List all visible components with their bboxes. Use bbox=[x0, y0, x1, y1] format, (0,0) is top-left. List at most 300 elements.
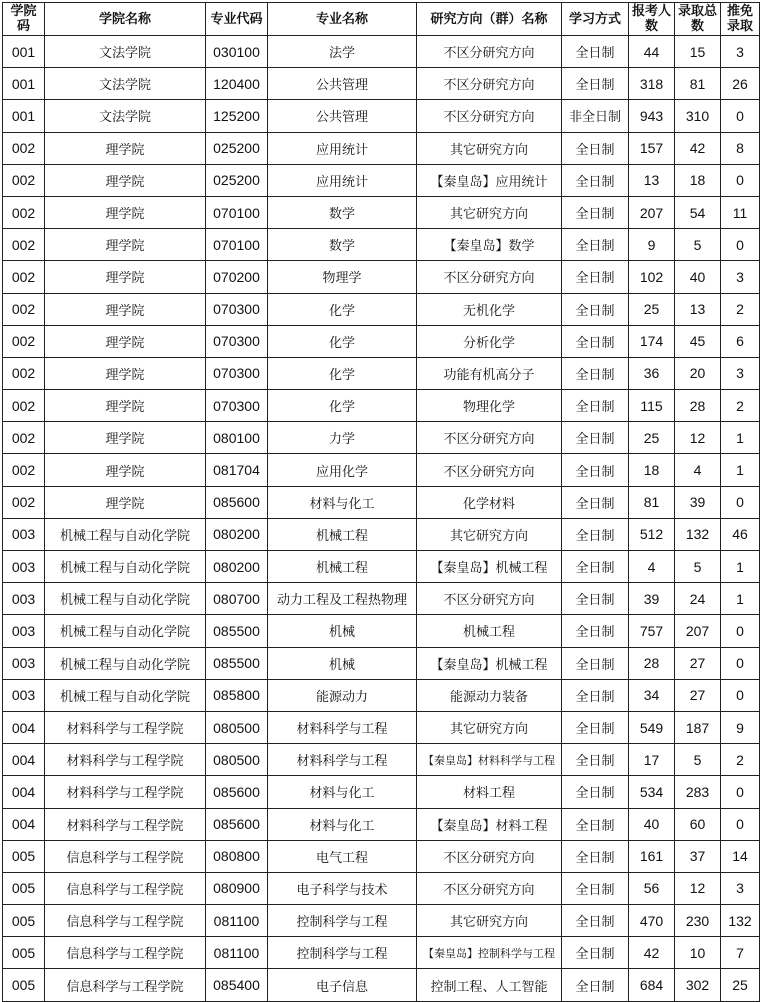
cell-major-code: 080100 bbox=[206, 422, 268, 454]
cell-applicants: 81 bbox=[629, 486, 675, 518]
cell-applicants: 28 bbox=[629, 647, 675, 679]
cell-research-direction: 无机化学 bbox=[417, 293, 562, 325]
cell-major-name: 材料与化工 bbox=[268, 808, 417, 840]
cell-research-direction: 化学材料 bbox=[417, 486, 562, 518]
cell-college-name: 信息科学与工程学院 bbox=[45, 840, 206, 872]
cell-study-mode: 全日制 bbox=[562, 36, 629, 68]
cell-research-direction: 不区分研究方向 bbox=[417, 422, 562, 454]
cell-study-mode: 全日制 bbox=[562, 422, 629, 454]
cell-major-code: 030100 bbox=[206, 36, 268, 68]
cell-major-code: 070300 bbox=[206, 293, 268, 325]
cell-research-direction: 功能有机高分子 bbox=[417, 357, 562, 389]
cell-study-mode: 全日制 bbox=[562, 261, 629, 293]
table-row bbox=[3, 454, 760, 486]
cell-college-name: 材料科学与工程学院 bbox=[45, 711, 206, 743]
cell-admitted: 12 bbox=[675, 422, 721, 454]
cell-applicants: 512 bbox=[629, 518, 675, 550]
cell-study-mode: 全日制 bbox=[562, 615, 629, 647]
cell-research-direction: 机械工程 bbox=[417, 615, 562, 647]
cell-major-code: 080900 bbox=[206, 872, 268, 904]
cell-admitted: 28 bbox=[675, 390, 721, 422]
cell-major-code: 070300 bbox=[206, 390, 268, 422]
table-body bbox=[3, 36, 760, 1002]
cell-recommended: 0 bbox=[721, 808, 760, 840]
cell-admitted: 132 bbox=[675, 518, 721, 550]
cell-major-code: 080200 bbox=[206, 518, 268, 550]
table-row bbox=[3, 776, 760, 808]
cell-applicants: 943 bbox=[629, 100, 675, 132]
table-row bbox=[3, 744, 760, 776]
cell-applicants: 42 bbox=[629, 937, 675, 969]
cell-study-mode: 全日制 bbox=[562, 937, 629, 969]
cell-admitted: 20 bbox=[675, 357, 721, 389]
cell-study-mode: 全日制 bbox=[562, 551, 629, 583]
cell-applicants: 207 bbox=[629, 196, 675, 228]
cell-college-name: 理学院 bbox=[45, 293, 206, 325]
cell-applicants: 102 bbox=[629, 261, 675, 293]
cell-recommended: 0 bbox=[721, 647, 760, 679]
cell-college-code: 005 bbox=[3, 937, 45, 969]
cell-applicants: 34 bbox=[629, 679, 675, 711]
table-row bbox=[3, 229, 760, 261]
cell-applicants: 25 bbox=[629, 293, 675, 325]
cell-admitted: 5 bbox=[675, 551, 721, 583]
cell-study-mode: 全日制 bbox=[562, 357, 629, 389]
cell-recommended: 9 bbox=[721, 711, 760, 743]
cell-admitted: 283 bbox=[675, 776, 721, 808]
cell-recommended: 0 bbox=[721, 776, 760, 808]
cell-college-code: 002 bbox=[3, 357, 45, 389]
cell-research-direction: 【秦皇岛】材料科学与工程 bbox=[417, 744, 562, 776]
cell-recommended: 1 bbox=[721, 454, 760, 486]
cell-recommended: 25 bbox=[721, 969, 760, 1001]
cell-study-mode: 全日制 bbox=[562, 486, 629, 518]
cell-major-code: 085600 bbox=[206, 808, 268, 840]
cell-college-name: 文法学院 bbox=[45, 100, 206, 132]
cell-major-name: 应用化学 bbox=[268, 454, 417, 486]
cell-college-code: 002 bbox=[3, 164, 45, 196]
cell-study-mode: 全日制 bbox=[562, 325, 629, 357]
cell-college-name: 理学院 bbox=[45, 486, 206, 518]
cell-admitted: 230 bbox=[675, 905, 721, 937]
table-row bbox=[3, 36, 760, 68]
cell-college-code: 002 bbox=[3, 132, 45, 164]
cell-major-code: 070300 bbox=[206, 325, 268, 357]
header-study-mode: 学习方式 bbox=[562, 3, 629, 36]
cell-research-direction: 其它研究方向 bbox=[417, 711, 562, 743]
cell-major-name: 机械工程 bbox=[268, 518, 417, 550]
cell-recommended: 0 bbox=[721, 100, 760, 132]
cell-admitted: 5 bbox=[675, 229, 721, 261]
cell-major-code: 025200 bbox=[206, 132, 268, 164]
cell-major-code: 080700 bbox=[206, 583, 268, 615]
cell-admitted: 54 bbox=[675, 196, 721, 228]
cell-recommended: 26 bbox=[721, 68, 760, 100]
table-row bbox=[3, 164, 760, 196]
cell-major-code: 080800 bbox=[206, 840, 268, 872]
cell-college-code: 003 bbox=[3, 647, 45, 679]
cell-major-code: 080500 bbox=[206, 711, 268, 743]
cell-admitted: 40 bbox=[675, 261, 721, 293]
table-row bbox=[3, 390, 760, 422]
cell-research-direction: 不区分研究方向 bbox=[417, 261, 562, 293]
cell-college-code: 005 bbox=[3, 905, 45, 937]
cell-applicants: 684 bbox=[629, 969, 675, 1001]
cell-college-code: 002 bbox=[3, 261, 45, 293]
cell-college-name: 机械工程与自动化学院 bbox=[45, 551, 206, 583]
cell-study-mode: 全日制 bbox=[562, 840, 629, 872]
cell-major-name: 电气工程 bbox=[268, 840, 417, 872]
table-row bbox=[3, 357, 760, 389]
cell-major-name: 能源动力 bbox=[268, 679, 417, 711]
table-row bbox=[3, 325, 760, 357]
cell-admitted: 13 bbox=[675, 293, 721, 325]
cell-study-mode: 非全日制 bbox=[562, 100, 629, 132]
cell-college-code: 003 bbox=[3, 615, 45, 647]
cell-college-name: 理学院 bbox=[45, 196, 206, 228]
cell-applicants: 549 bbox=[629, 711, 675, 743]
table-row bbox=[3, 583, 760, 615]
cell-college-name: 材料科学与工程学院 bbox=[45, 776, 206, 808]
cell-college-name: 材料科学与工程学院 bbox=[45, 808, 206, 840]
cell-admitted: 4 bbox=[675, 454, 721, 486]
cell-recommended: 7 bbox=[721, 937, 760, 969]
cell-admitted: 42 bbox=[675, 132, 721, 164]
cell-college-code: 001 bbox=[3, 100, 45, 132]
cell-recommended: 0 bbox=[721, 486, 760, 518]
cell-recommended: 0 bbox=[721, 229, 760, 261]
table-row bbox=[3, 68, 760, 100]
cell-major-code: 025200 bbox=[206, 164, 268, 196]
cell-study-mode: 全日制 bbox=[562, 744, 629, 776]
cell-study-mode: 全日制 bbox=[562, 164, 629, 196]
cell-major-code: 070100 bbox=[206, 229, 268, 261]
cell-college-name: 机械工程与自动化学院 bbox=[45, 518, 206, 550]
cell-major-code: 125200 bbox=[206, 100, 268, 132]
cell-research-direction: 其它研究方向 bbox=[417, 196, 562, 228]
cell-major-code: 070300 bbox=[206, 357, 268, 389]
cell-college-code: 001 bbox=[3, 36, 45, 68]
cell-college-code: 004 bbox=[3, 808, 45, 840]
table-row bbox=[3, 711, 760, 743]
cell-college-name: 理学院 bbox=[45, 164, 206, 196]
cell-college-name: 文法学院 bbox=[45, 36, 206, 68]
header-major-name: 专业名称 bbox=[268, 3, 417, 36]
cell-college-name: 材料科学与工程学院 bbox=[45, 744, 206, 776]
cell-study-mode: 全日制 bbox=[562, 454, 629, 486]
cell-college-code: 002 bbox=[3, 196, 45, 228]
cell-study-mode: 全日制 bbox=[562, 776, 629, 808]
cell-college-code: 002 bbox=[3, 390, 45, 422]
table-row bbox=[3, 551, 760, 583]
cell-admitted: 24 bbox=[675, 583, 721, 615]
table-row bbox=[3, 679, 760, 711]
cell-college-name: 机械工程与自动化学院 bbox=[45, 615, 206, 647]
cell-applicants: 13 bbox=[629, 164, 675, 196]
cell-major-name: 化学 bbox=[268, 357, 417, 389]
cell-major-name: 机械 bbox=[268, 647, 417, 679]
cell-research-direction: 其它研究方向 bbox=[417, 905, 562, 937]
cell-recommended: 3 bbox=[721, 36, 760, 68]
cell-admitted: 207 bbox=[675, 615, 721, 647]
cell-college-code: 002 bbox=[3, 293, 45, 325]
cell-applicants: 115 bbox=[629, 390, 675, 422]
table-row bbox=[3, 422, 760, 454]
cell-applicants: 161 bbox=[629, 840, 675, 872]
cell-college-code: 004 bbox=[3, 776, 45, 808]
cell-research-direction: 【秦皇岛】材料工程 bbox=[417, 808, 562, 840]
cell-major-code: 085800 bbox=[206, 679, 268, 711]
cell-research-direction: 【秦皇岛】控制科学与工程 bbox=[417, 937, 562, 969]
cell-college-code: 004 bbox=[3, 744, 45, 776]
table-row bbox=[3, 905, 760, 937]
cell-major-name: 法学 bbox=[268, 36, 417, 68]
cell-study-mode: 全日制 bbox=[562, 390, 629, 422]
cell-recommended: 1 bbox=[721, 583, 760, 615]
cell-major-name: 材料与化工 bbox=[268, 776, 417, 808]
cell-admitted: 10 bbox=[675, 937, 721, 969]
cell-college-code: 002 bbox=[3, 422, 45, 454]
table-row bbox=[3, 937, 760, 969]
cell-major-code: 085500 bbox=[206, 615, 268, 647]
cell-college-name: 理学院 bbox=[45, 261, 206, 293]
cell-study-mode: 全日制 bbox=[562, 68, 629, 100]
cell-major-code: 085500 bbox=[206, 647, 268, 679]
cell-major-name: 电子信息 bbox=[268, 969, 417, 1001]
cell-admitted: 60 bbox=[675, 808, 721, 840]
cell-applicants: 4 bbox=[629, 551, 675, 583]
cell-college-code: 003 bbox=[3, 518, 45, 550]
cell-admitted: 27 bbox=[675, 647, 721, 679]
table-row bbox=[3, 196, 760, 228]
cell-research-direction: 能源动力装备 bbox=[417, 679, 562, 711]
cell-recommended: 1 bbox=[721, 551, 760, 583]
cell-recommended: 3 bbox=[721, 872, 760, 904]
cell-college-name: 文法学院 bbox=[45, 68, 206, 100]
cell-research-direction: 【秦皇岛】数学 bbox=[417, 229, 562, 261]
cell-college-code: 001 bbox=[3, 68, 45, 100]
cell-recommended: 132 bbox=[721, 905, 760, 937]
cell-major-name: 数学 bbox=[268, 229, 417, 261]
table-row bbox=[3, 518, 760, 550]
cell-major-code: 085600 bbox=[206, 486, 268, 518]
cell-college-name: 机械工程与自动化学院 bbox=[45, 583, 206, 615]
cell-college-code: 002 bbox=[3, 229, 45, 261]
cell-major-code: 081100 bbox=[206, 937, 268, 969]
cell-major-code: 070200 bbox=[206, 261, 268, 293]
table-header bbox=[3, 3, 760, 36]
cell-applicants: 56 bbox=[629, 872, 675, 904]
cell-major-name: 公共管理 bbox=[268, 100, 417, 132]
cell-college-code: 003 bbox=[3, 551, 45, 583]
cell-college-name: 理学院 bbox=[45, 454, 206, 486]
table-row bbox=[3, 840, 760, 872]
cell-research-direction: 不区分研究方向 bbox=[417, 100, 562, 132]
cell-college-name: 理学院 bbox=[45, 357, 206, 389]
cell-college-name: 信息科学与工程学院 bbox=[45, 905, 206, 937]
cell-admitted: 37 bbox=[675, 840, 721, 872]
cell-college-name: 理学院 bbox=[45, 229, 206, 261]
cell-recommended: 1 bbox=[721, 422, 760, 454]
cell-recommended: 0 bbox=[721, 679, 760, 711]
cell-research-direction: 不区分研究方向 bbox=[417, 454, 562, 486]
cell-major-name: 动力工程及工程热物理 bbox=[268, 583, 417, 615]
cell-admitted: 45 bbox=[675, 325, 721, 357]
cell-major-name: 应用统计 bbox=[268, 164, 417, 196]
table-row bbox=[3, 261, 760, 293]
cell-major-name: 材料科学与工程 bbox=[268, 744, 417, 776]
cell-study-mode: 全日制 bbox=[562, 711, 629, 743]
cell-research-direction: 物理化学 bbox=[417, 390, 562, 422]
cell-study-mode: 全日制 bbox=[562, 583, 629, 615]
cell-research-direction: 不区分研究方向 bbox=[417, 68, 562, 100]
cell-college-code: 002 bbox=[3, 486, 45, 518]
cell-major-code: 080500 bbox=[206, 744, 268, 776]
cell-applicants: 39 bbox=[629, 583, 675, 615]
header-college-name: 学院名称 bbox=[45, 3, 206, 36]
header-admitted: 录取总数 bbox=[675, 3, 721, 36]
cell-college-code: 004 bbox=[3, 711, 45, 743]
cell-recommended: 2 bbox=[721, 293, 760, 325]
header-row bbox=[3, 3, 760, 36]
cell-college-name: 理学院 bbox=[45, 132, 206, 164]
cell-applicants: 318 bbox=[629, 68, 675, 100]
cell-college-name: 信息科学与工程学院 bbox=[45, 872, 206, 904]
cell-major-name: 化学 bbox=[268, 325, 417, 357]
cell-study-mode: 全日制 bbox=[562, 679, 629, 711]
cell-applicants: 9 bbox=[629, 229, 675, 261]
cell-recommended: 3 bbox=[721, 357, 760, 389]
table-row bbox=[3, 293, 760, 325]
cell-college-name: 理学院 bbox=[45, 390, 206, 422]
cell-study-mode: 全日制 bbox=[562, 905, 629, 937]
cell-major-name: 控制科学与工程 bbox=[268, 905, 417, 937]
header-recommended: 推免录取 bbox=[721, 3, 760, 36]
cell-major-name: 机械工程 bbox=[268, 551, 417, 583]
cell-major-code: 081100 bbox=[206, 905, 268, 937]
cell-major-code: 080200 bbox=[206, 551, 268, 583]
cell-applicants: 40 bbox=[629, 808, 675, 840]
cell-admitted: 5 bbox=[675, 744, 721, 776]
cell-admitted: 15 bbox=[675, 36, 721, 68]
table-row bbox=[3, 808, 760, 840]
cell-recommended: 0 bbox=[721, 615, 760, 647]
cell-applicants: 157 bbox=[629, 132, 675, 164]
cell-admitted: 310 bbox=[675, 100, 721, 132]
cell-major-name: 材料科学与工程 bbox=[268, 711, 417, 743]
cell-major-name: 化学 bbox=[268, 293, 417, 325]
cell-admitted: 81 bbox=[675, 68, 721, 100]
cell-major-name: 电子科学与技术 bbox=[268, 872, 417, 904]
cell-research-direction: 控制工程、人工智能 bbox=[417, 969, 562, 1001]
cell-research-direction: 分析化学 bbox=[417, 325, 562, 357]
cell-college-code: 003 bbox=[3, 583, 45, 615]
table-row bbox=[3, 100, 760, 132]
cell-major-code: 085600 bbox=[206, 776, 268, 808]
cell-study-mode: 全日制 bbox=[562, 647, 629, 679]
cell-study-mode: 全日制 bbox=[562, 132, 629, 164]
cell-recommended: 2 bbox=[721, 744, 760, 776]
cell-college-name: 理学院 bbox=[45, 325, 206, 357]
cell-research-direction: 不区分研究方向 bbox=[417, 872, 562, 904]
cell-college-name: 信息科学与工程学院 bbox=[45, 969, 206, 1001]
cell-study-mode: 全日制 bbox=[562, 229, 629, 261]
cell-study-mode: 全日制 bbox=[562, 872, 629, 904]
cell-college-code: 005 bbox=[3, 872, 45, 904]
cell-college-name: 机械工程与自动化学院 bbox=[45, 679, 206, 711]
header-applicants: 报考人数 bbox=[629, 3, 675, 36]
cell-major-name: 物理学 bbox=[268, 261, 417, 293]
cell-college-code: 002 bbox=[3, 325, 45, 357]
cell-applicants: 534 bbox=[629, 776, 675, 808]
header-research-direction: 研究方向（群）名称 bbox=[417, 3, 562, 36]
cell-research-direction: 不区分研究方向 bbox=[417, 840, 562, 872]
cell-recommended: 0 bbox=[721, 164, 760, 196]
cell-college-name: 信息科学与工程学院 bbox=[45, 937, 206, 969]
cell-admitted: 18 bbox=[675, 164, 721, 196]
cell-research-direction: 不区分研究方向 bbox=[417, 583, 562, 615]
cell-research-direction: 材料工程 bbox=[417, 776, 562, 808]
cell-applicants: 470 bbox=[629, 905, 675, 937]
admissions-table bbox=[2, 2, 760, 1002]
cell-admitted: 12 bbox=[675, 872, 721, 904]
cell-major-code: 070100 bbox=[206, 196, 268, 228]
cell-applicants: 36 bbox=[629, 357, 675, 389]
cell-major-name: 机械 bbox=[268, 615, 417, 647]
table-row bbox=[3, 132, 760, 164]
table-row bbox=[3, 969, 760, 1001]
cell-recommended: 8 bbox=[721, 132, 760, 164]
cell-research-direction: 其它研究方向 bbox=[417, 518, 562, 550]
cell-major-name: 化学 bbox=[268, 390, 417, 422]
cell-study-mode: 全日制 bbox=[562, 293, 629, 325]
cell-recommended: 46 bbox=[721, 518, 760, 550]
cell-admitted: 27 bbox=[675, 679, 721, 711]
table-row bbox=[3, 872, 760, 904]
cell-study-mode: 全日制 bbox=[562, 969, 629, 1001]
cell-college-code: 005 bbox=[3, 840, 45, 872]
cell-study-mode: 全日制 bbox=[562, 808, 629, 840]
cell-research-direction: 【秦皇岛】机械工程 bbox=[417, 551, 562, 583]
cell-admitted: 39 bbox=[675, 486, 721, 518]
cell-college-code: 003 bbox=[3, 679, 45, 711]
table-row bbox=[3, 486, 760, 518]
cell-research-direction: 【秦皇岛】应用统计 bbox=[417, 164, 562, 196]
cell-research-direction: 【秦皇岛】机械工程 bbox=[417, 647, 562, 679]
cell-college-name: 理学院 bbox=[45, 422, 206, 454]
cell-college-code: 005 bbox=[3, 969, 45, 1001]
header-major-code: 专业代码 bbox=[206, 3, 268, 36]
table-row bbox=[3, 615, 760, 647]
cell-college-name: 机械工程与自动化学院 bbox=[45, 647, 206, 679]
cell-major-code: 120400 bbox=[206, 68, 268, 100]
cell-applicants: 44 bbox=[629, 36, 675, 68]
cell-recommended: 6 bbox=[721, 325, 760, 357]
cell-admitted: 302 bbox=[675, 969, 721, 1001]
cell-applicants: 18 bbox=[629, 454, 675, 486]
cell-recommended: 14 bbox=[721, 840, 760, 872]
cell-major-code: 081704 bbox=[206, 454, 268, 486]
cell-admitted: 187 bbox=[675, 711, 721, 743]
cell-recommended: 2 bbox=[721, 390, 760, 422]
cell-college-code: 002 bbox=[3, 454, 45, 486]
cell-major-name: 应用统计 bbox=[268, 132, 417, 164]
cell-applicants: 25 bbox=[629, 422, 675, 454]
cell-recommended: 11 bbox=[721, 196, 760, 228]
cell-major-name: 控制科学与工程 bbox=[268, 937, 417, 969]
header-college-code: 学院码 bbox=[3, 3, 45, 36]
cell-major-name: 公共管理 bbox=[268, 68, 417, 100]
